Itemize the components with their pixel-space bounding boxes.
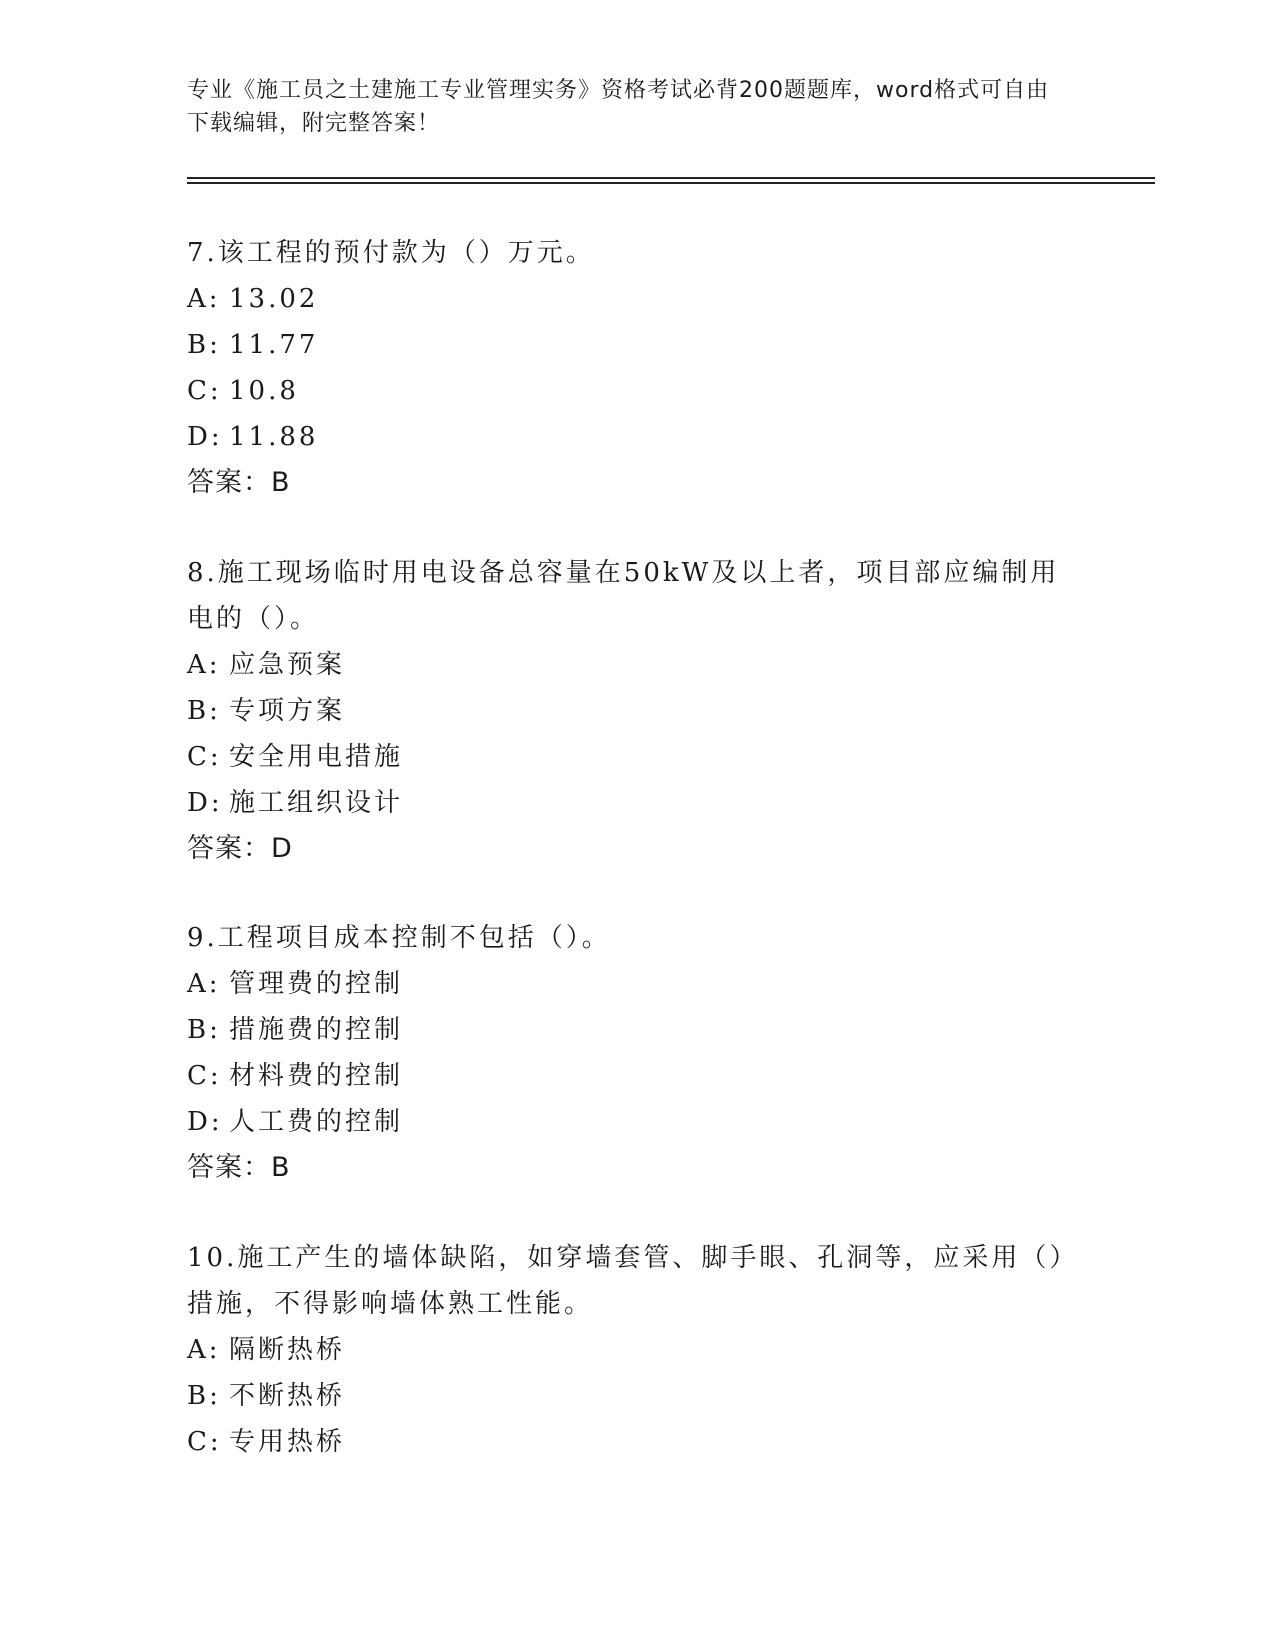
option-text: 10.8 xyxy=(229,376,299,406)
question-stem: 7.该工程的预付款为（）万元。 xyxy=(187,238,595,268)
option-text: 材料费的控制 xyxy=(229,1061,404,1091)
option-label: A: xyxy=(187,284,221,314)
option-text: 不断热桥 xyxy=(229,1381,346,1411)
option-label: B: xyxy=(187,696,221,726)
question-9 xyxy=(187,915,1067,1191)
option-c xyxy=(187,1053,1067,1099)
option-b xyxy=(187,1007,1067,1053)
option-text: 安全用电措施 xyxy=(229,742,404,772)
option-text: 专项方案 xyxy=(229,696,346,726)
option-text: 措施费的控制 xyxy=(229,1015,404,1045)
option-text: 管理费的控制 xyxy=(229,969,404,999)
answer: 答案：B xyxy=(187,1152,291,1183)
option-d xyxy=(187,1099,1067,1145)
option-label: D: xyxy=(187,1107,223,1137)
option-c xyxy=(187,368,1067,414)
option-label: B: xyxy=(187,1015,221,1045)
option-b xyxy=(187,1373,1067,1419)
option-text: 13.02 xyxy=(229,284,319,314)
option-label: A: xyxy=(187,969,221,999)
option-text: 人工费的控制 xyxy=(229,1107,404,1137)
option-label: A: xyxy=(187,1335,221,1365)
option-b xyxy=(187,688,1067,734)
option-label: C: xyxy=(187,1427,222,1457)
option-text: 应急预案 xyxy=(229,650,346,680)
option-label: D: xyxy=(187,422,223,452)
header-rule-bottom xyxy=(187,182,1155,184)
option-a xyxy=(187,961,1067,1007)
option-d xyxy=(187,414,1067,460)
question-7 xyxy=(187,230,1067,506)
option-label: C: xyxy=(187,376,222,406)
option-label: B: xyxy=(187,1381,221,1411)
question-8 xyxy=(187,550,1067,872)
header-rule-top xyxy=(187,177,1155,179)
question-stem: 10.施工产生的墙体缺陷，如穿墙套管、脚手眼、孔洞等，应采用（）措施，不得影响墙体熟工性能。 xyxy=(187,1243,1066,1319)
option-text: 专用热桥 xyxy=(229,1427,346,1457)
option-label: B: xyxy=(187,330,221,360)
answer: 答案：B xyxy=(187,467,291,498)
option-text: 施工组织设计 xyxy=(229,788,404,818)
question-stem: 8.施工现场临时用电设备总容量在50kW及以上者，项目部应编制用电的（）。 xyxy=(187,558,1060,634)
option-text: 11.77 xyxy=(229,330,319,360)
option-label: C: xyxy=(187,742,222,772)
option-label: D: xyxy=(187,788,223,818)
option-a xyxy=(187,1327,1067,1373)
option-b xyxy=(187,322,1067,368)
option-label: A: xyxy=(187,650,221,680)
option-label: C: xyxy=(187,1061,222,1091)
option-a xyxy=(187,642,1067,688)
option-c xyxy=(187,1419,1067,1465)
option-d xyxy=(187,780,1067,826)
option-a xyxy=(187,276,1067,322)
question-stem: 9.工程项目成本控制不包括（）。 xyxy=(187,923,611,953)
option-text: 隔断热桥 xyxy=(229,1335,346,1365)
option-text: 11.88 xyxy=(229,422,319,452)
document-header: 专业《施工员之土建施工专业管理实务》资格考试必背200题题库，word格式可自由下载编辑，附完整答案！ xyxy=(187,78,1050,136)
option-c xyxy=(187,734,1067,780)
answer: 答案：D xyxy=(187,833,293,864)
question-10 xyxy=(187,1235,1067,1465)
